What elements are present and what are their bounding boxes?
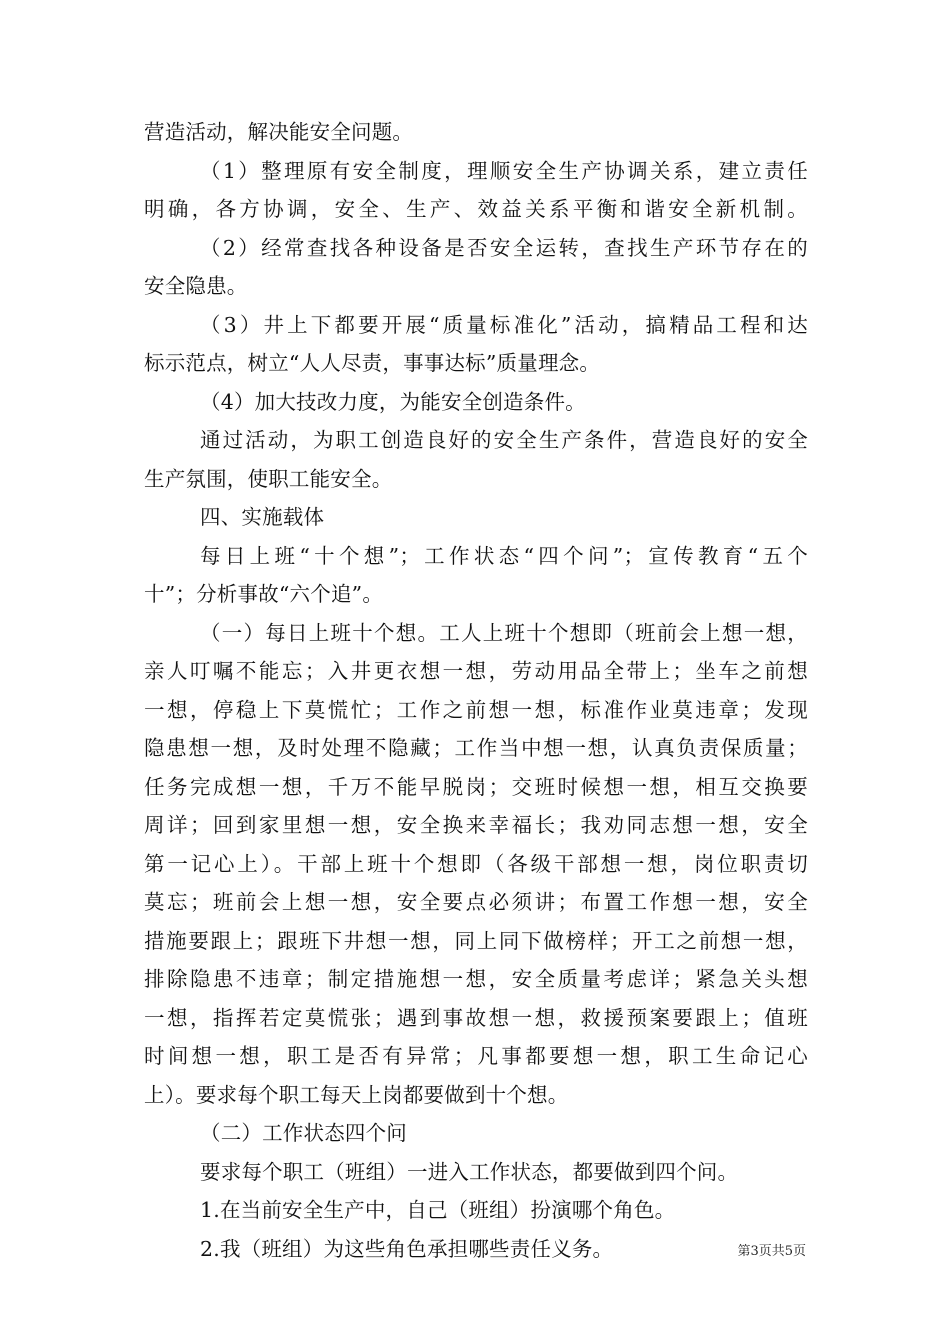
text-line: 隐患想一想，及时处理不隐藏；工作当中想一想，认真负责保质量；: [144, 736, 808, 760]
text-line: 任务完成想一想，千万不能早脱岗；交班时候想一想，相互交换要: [144, 774, 808, 799]
list-item: 1.在当前安全生产中，自己（班组）扮演哪个角色。: [200, 1198, 676, 1222]
list-item: 2.我（班组）为这些角色承担哪些责任义务。: [200, 1236, 614, 1261]
text-line: （一）每日上班十个想。工人上班十个想即（班前会上想一想，: [200, 620, 808, 645]
text-line: 周详；回到家里想一想，安全换来幸福长；我劝同志想一想，安全: [144, 813, 808, 837]
text-line: 安全隐患。: [144, 274, 248, 298]
text-line: 排除隐患不违章；制定措施想一想，安全质量考虑详；紧急关头想: [144, 967, 808, 991]
text-line: 时间想一想，职工是否有异常；凡事都要想一想，职工生命记心: [144, 1044, 808, 1068]
text-line: 第一记心上）。干部上班十个想即（各级干部想一想，岗位职责切: [144, 851, 808, 876]
text-line: 莫忘；班前会上想一想，安全要点必须讲；布置工作想一想，安全: [144, 890, 808, 914]
text-line: （4）加大技改力度，为能安全创造条件。: [200, 389, 586, 414]
section-heading: （二）工作状态四个问: [200, 1121, 407, 1145]
text-line: 上）。要求每个职工每天上岗都要做到十个想。: [144, 1082, 569, 1107]
text-line: （1）整理原有安全制度，理顺安全生产协调关系，建立责任: [200, 158, 808, 183]
text-line: 亲人叮嘱不能忘；入井更衣想一想，劳动用品全带上；坐车之前想: [144, 659, 808, 683]
text-line: 要求每个职工（班组）一进入工作状态，都要做到四个问。: [200, 1159, 739, 1184]
text-line: 营造活动，解决能安全问题。: [144, 120, 414, 144]
text-line: 十”；分析事故“六个追”。: [144, 582, 384, 606]
page-number: 第3页共5页: [737, 1244, 806, 1259]
text-line: 生产氛围，使职工能安全。: [144, 466, 393, 491]
text-line: 通过活动，为职工创造良好的安全生产条件，营造良好的安全: [200, 428, 808, 452]
text-line: 一想，指挥若定莫慌张；遇到事故想一想，救援预案要跟上；值班: [144, 1005, 808, 1030]
section-heading: 四、实施载体: [200, 505, 325, 529]
text-line: 明确，各方协调，安全、生产、效益关系平衡和谐安全新机制。: [144, 197, 808, 221]
text-line: 每日上班“十个想”；工作状态“四个问”；宣传教育“五个: [200, 543, 808, 568]
text-line: 标示范点，树立“人人尽责，事事达标”质量理念。: [144, 351, 601, 375]
text-line: （3）井上下都要开展“质量标准化”活动，搞精品工程和达: [200, 312, 808, 337]
document-body: [144, 113, 808, 1268]
text-line: （2）经常查找各种设备是否安全运转，查找生产环节存在的: [200, 235, 808, 260]
text-line: 措施要跟上；跟班下井想一想，同上同下做榜样；开工之前想一想，: [144, 928, 808, 953]
text-line: 一想，停稳上下莫慌忙；工作之前想一想，标准作业莫违章；发现: [144, 697, 808, 722]
